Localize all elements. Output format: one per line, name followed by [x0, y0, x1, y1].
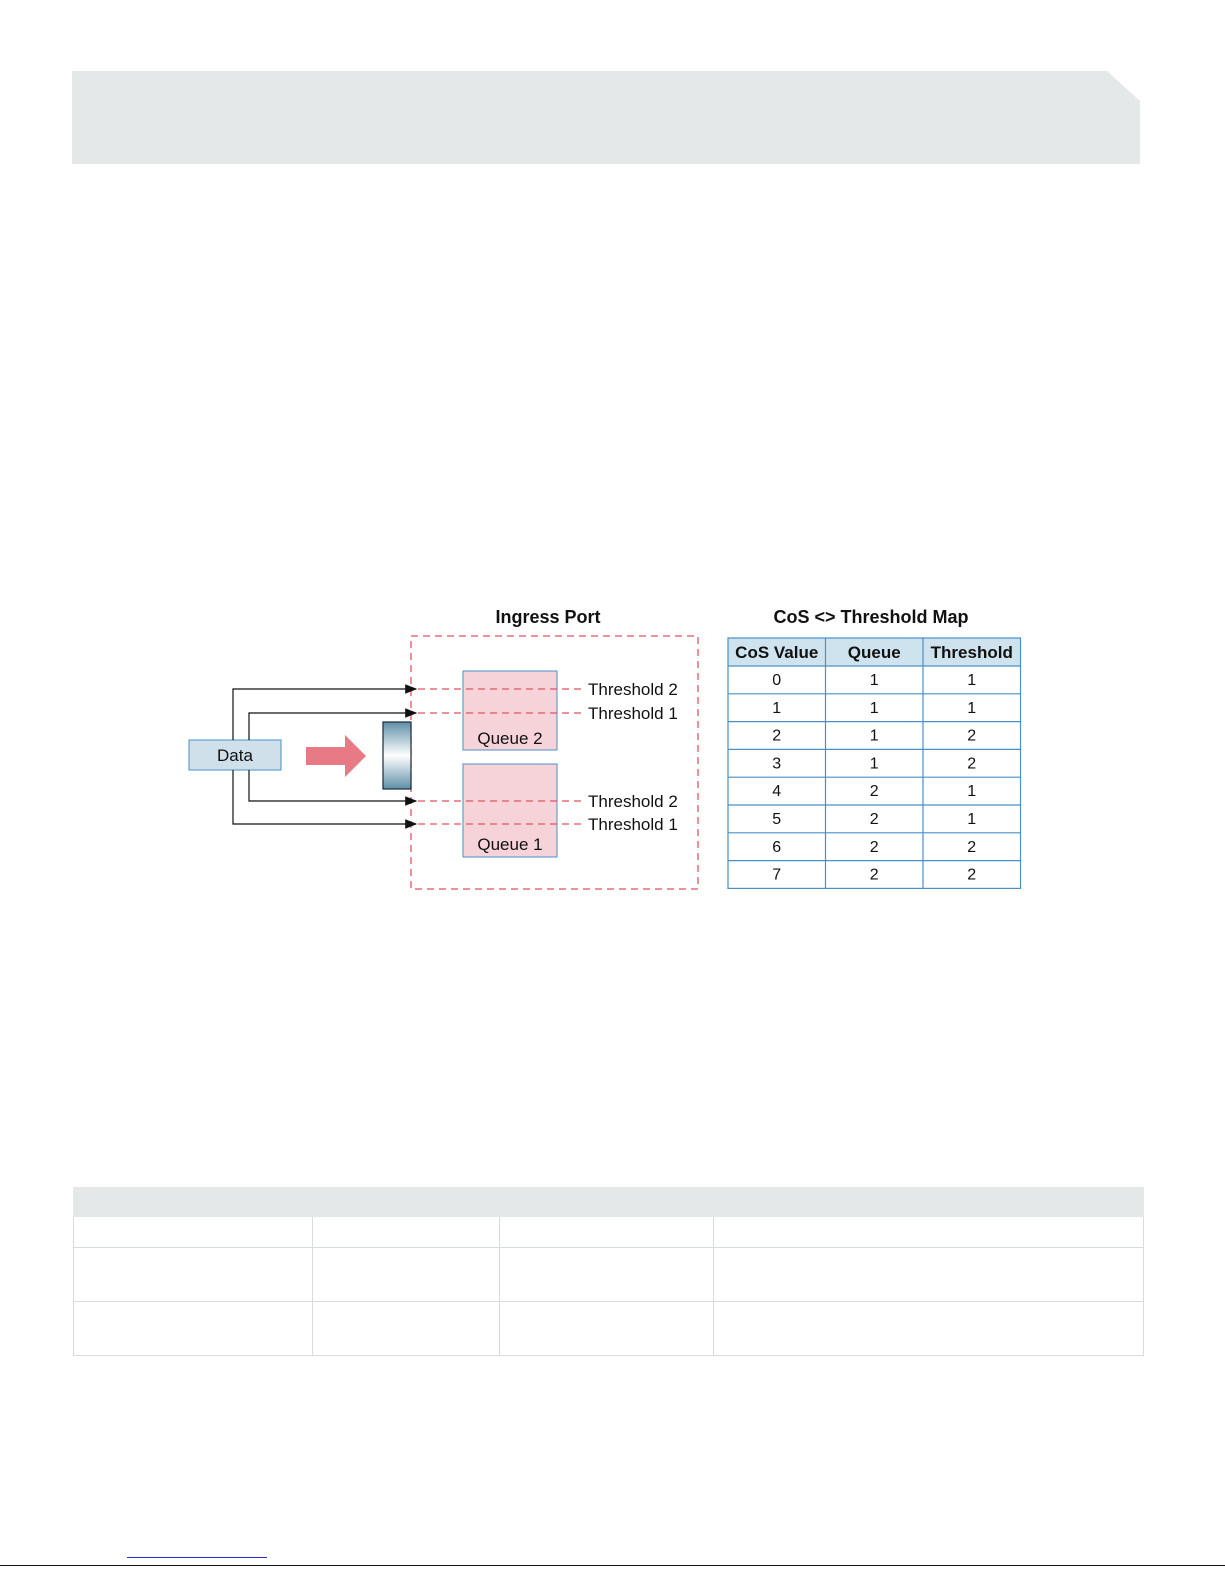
info-table-header — [74, 1188, 1144, 1217]
map-cell: 0 — [772, 672, 782, 689]
map-cell: 2 — [967, 727, 977, 745]
ingress-port-title: Ingress Port — [495, 607, 601, 627]
map-cell: 2 — [869, 866, 879, 884]
map-cell: 2 — [967, 866, 977, 884]
footer-link-underline[interactable] — [127, 1557, 267, 1558]
queue-2-threshold-2-label: Threshold 2 — [588, 680, 678, 699]
map-cell: 2 — [772, 727, 782, 745]
map-cell: 1 — [967, 672, 977, 689]
map-cell: 6 — [772, 838, 782, 856]
map-cell: 1 — [967, 699, 977, 717]
cos-map-title: CoS <> Threshold Map — [773, 607, 969, 627]
cos-threshold-map-table — [728, 638, 1021, 888]
queue-1-threshold-1-label: Threshold 1 — [588, 815, 678, 834]
map-cell: 3 — [772, 755, 782, 773]
table-row — [74, 1217, 1144, 1248]
queue-2-threshold-1-label: Threshold 1 — [588, 704, 678, 723]
map-cell: 7 — [772, 866, 782, 884]
map-cell: 1 — [869, 699, 879, 717]
map-cell: 2 — [967, 838, 977, 856]
queue-1-threshold-2-label: Threshold 2 — [588, 792, 678, 811]
map-cell: 1 — [869, 727, 879, 745]
map-cell: 2 — [869, 783, 879, 801]
map-cell: 4 — [772, 783, 782, 801]
map-cell: 2 — [869, 838, 879, 856]
map-header-cell: Queue — [847, 643, 901, 662]
map-header-cell: Threshold — [930, 643, 1013, 662]
map-cell: 1 — [772, 699, 782, 717]
map-cell: 5 — [772, 811, 782, 828]
big-arrow-icon — [306, 735, 366, 777]
info-table — [73, 1187, 1144, 1356]
map-cell: 1 — [967, 783, 977, 801]
classifier-ring — [383, 722, 411, 789]
footer-rule — [0, 1565, 1225, 1566]
map-cell: 1 — [967, 811, 977, 828]
queue-2-label: Queue 2 — [477, 729, 543, 748]
map-cell: 2 — [869, 811, 879, 828]
table-row — [74, 1248, 1144, 1302]
table-row — [74, 1302, 1144, 1356]
header-band — [72, 71, 1140, 164]
map-cell: 1 — [869, 672, 879, 689]
map-cell: 2 — [967, 755, 977, 773]
data-label: Data — [217, 746, 253, 765]
map-header-cell: CoS Value — [735, 643, 819, 662]
map-cell: 1 — [869, 755, 879, 773]
queue-1-label: Queue 1 — [477, 835, 543, 854]
